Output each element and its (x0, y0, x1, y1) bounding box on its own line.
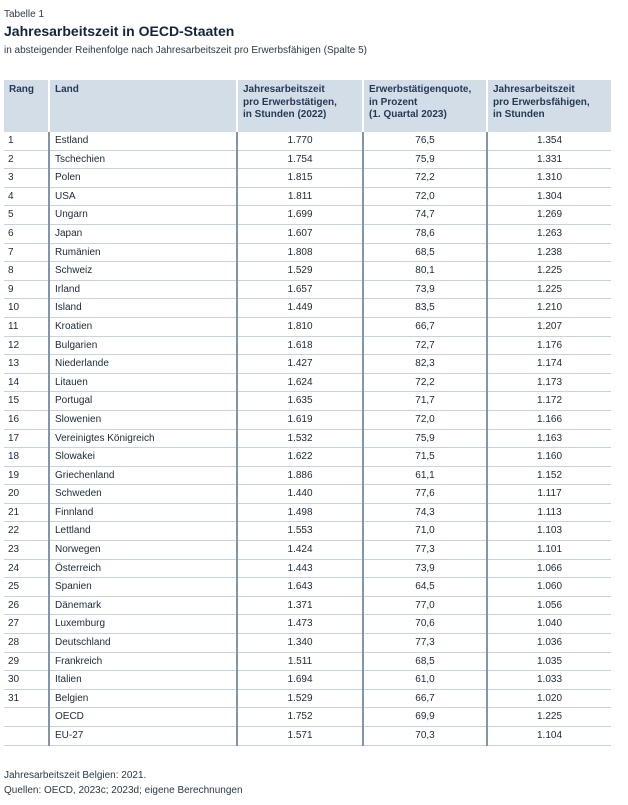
employment-rate-cell: 68,5 (363, 243, 487, 262)
hours-per-employed-cell: 1.440 (237, 485, 363, 504)
hours-per-employed-cell: 1.618 (237, 336, 363, 355)
country-cell: Österreich (49, 559, 237, 578)
rank-cell: 2 (4, 150, 49, 169)
hours-per-employed-cell: 1.811 (237, 187, 363, 206)
hours-per-employed-cell: 1.340 (237, 634, 363, 653)
table-row (4, 299, 611, 318)
country-cell: Ungarn (49, 206, 237, 225)
rank-cell: 3 (4, 169, 49, 188)
header-line: Jahresarbeitszeit (243, 84, 325, 95)
hours-per-working-age-cell: 1.113 (487, 503, 611, 522)
rank-cell: 20 (4, 485, 49, 504)
employment-rate-cell: 71,0 (363, 522, 487, 541)
country-cell: Tschechien (49, 150, 237, 169)
table-row (4, 317, 611, 336)
table-row (4, 150, 611, 169)
table-subtitle: in absteigender Reihenfolge nach Jahresarbeitszeit pro Erwerbsfähigen (Spalte 5) (4, 45, 367, 56)
country-cell: Estland (49, 132, 237, 150)
employment-rate-cell: 77,0 (363, 596, 487, 615)
hours-per-employed-cell: 1.754 (237, 150, 363, 169)
hours-per-working-age-cell: 1.166 (487, 410, 611, 429)
table-row (4, 485, 611, 504)
hours-per-working-age-cell: 1.172 (487, 392, 611, 411)
country-cell: Vereinigtes Königreich (49, 429, 237, 448)
table-row (4, 596, 611, 615)
hours-per-employed-cell: 1.443 (237, 559, 363, 578)
hours-per-working-age-cell: 1.263 (487, 224, 611, 243)
employment-rate-cell: 64,5 (363, 578, 487, 597)
hours-per-working-age-cell: 1.174 (487, 355, 611, 374)
header-line: pro Erwerbsfähigen, (493, 96, 590, 108)
hours-per-working-age-cell: 1.035 (487, 652, 611, 671)
country-cell: Luxemburg (49, 615, 237, 634)
footnote: Jahresarbeitszeit Belgien: 2021. (4, 770, 147, 781)
employment-rate-cell: 77,6 (363, 485, 487, 504)
hours-per-working-age-cell: 1.354 (487, 132, 611, 150)
table-row (4, 187, 611, 206)
employment-rate-cell: 66,7 (363, 689, 487, 708)
rank-cell: 22 (4, 522, 49, 541)
header-hours-per-employed (237, 80, 363, 132)
sources-note: Quellen: OECD, 2023c; 2023d; eigene Berechnungen (4, 785, 243, 796)
hours-per-working-age-cell: 1.163 (487, 429, 611, 448)
country-cell: Niederlande (49, 355, 237, 374)
employment-rate-cell: 73,9 (363, 280, 487, 299)
country-cell: Slowenien (49, 410, 237, 429)
header-row (4, 80, 611, 132)
country-cell: Frankreich (49, 652, 237, 671)
table-row (4, 671, 611, 690)
employment-rate-cell: 78,6 (363, 224, 487, 243)
employment-rate-cell: 83,5 (363, 299, 487, 318)
employment-rate-cell: 61,1 (363, 466, 487, 485)
hours-per-employed-cell: 1.607 (237, 224, 363, 243)
table-row (4, 522, 611, 541)
table-row (4, 243, 611, 262)
hours-per-working-age-cell: 1.173 (487, 373, 611, 392)
hours-per-working-age-cell: 1.020 (487, 689, 611, 708)
hours-per-working-age-cell: 1.331 (487, 150, 611, 169)
hours-per-employed-cell: 1.424 (237, 541, 363, 560)
rank-cell: 16 (4, 410, 49, 429)
country-cell: Bulgarien (49, 336, 237, 355)
hours-per-employed-cell: 1.553 (237, 522, 363, 541)
data-table (4, 80, 611, 746)
hours-per-employed-cell: 1.643 (237, 578, 363, 597)
country-cell: Norwegen (49, 541, 237, 560)
employment-rate-cell: 61,0 (363, 671, 487, 690)
rank-cell: 28 (4, 634, 49, 653)
country-cell: Schweiz (49, 262, 237, 281)
country-cell: Island (49, 299, 237, 318)
hours-per-employed-cell: 1.529 (237, 262, 363, 281)
hours-per-working-age-cell: 1.104 (487, 727, 611, 746)
hours-per-employed-cell: 1.619 (237, 410, 363, 429)
rank-cell: 26 (4, 596, 49, 615)
rank-cell: 29 (4, 652, 49, 671)
header-land-text: Land (55, 84, 79, 95)
rank-cell: 5 (4, 206, 49, 225)
employment-rate-cell: 74,3 (363, 503, 487, 522)
table-row (4, 410, 611, 429)
country-cell: Italien (49, 671, 237, 690)
country-cell: Portugal (49, 392, 237, 411)
table-row (4, 448, 611, 467)
rank-cell: 17 (4, 429, 49, 448)
table-row (4, 727, 611, 746)
hours-per-employed-cell: 1.694 (237, 671, 363, 690)
employment-rate-cell: 72,2 (363, 373, 487, 392)
rank-cell: 21 (4, 503, 49, 522)
hours-per-working-age-cell: 1.207 (487, 317, 611, 336)
country-cell: Finnland (49, 503, 237, 522)
table-row (4, 132, 611, 150)
employment-rate-cell: 73,9 (363, 559, 487, 578)
rank-cell: 10 (4, 299, 49, 318)
table-row (4, 392, 611, 411)
table-row (4, 169, 611, 188)
table-row (4, 262, 611, 281)
hours-per-working-age-cell: 1.036 (487, 634, 611, 653)
hours-per-working-age-cell: 1.033 (487, 671, 611, 690)
employment-rate-cell: 75,9 (363, 150, 487, 169)
hours-per-working-age-cell: 1.101 (487, 541, 611, 560)
header-line: in Prozent (369, 96, 418, 108)
table-row (4, 578, 611, 597)
country-cell: Deutschland (49, 634, 237, 653)
rank-cell: 8 (4, 262, 49, 281)
hours-per-employed-cell: 1.699 (237, 206, 363, 225)
country-cell: Japan (49, 224, 237, 243)
header-rang-text: Rang (9, 84, 34, 95)
hours-per-employed-cell: 1.624 (237, 373, 363, 392)
table-row (4, 541, 611, 560)
country-cell: Schweden (49, 485, 237, 504)
country-cell: Litauen (49, 373, 237, 392)
hours-per-working-age-cell: 1.310 (487, 169, 611, 188)
employment-rate-cell: 70,6 (363, 615, 487, 634)
hours-per-working-age-cell: 1.304 (487, 187, 611, 206)
header-employment-rate (363, 80, 487, 132)
rank-cell: 1 (4, 132, 49, 150)
table-row (4, 466, 611, 485)
country-cell: Griechenland (49, 466, 237, 485)
table-row (4, 429, 611, 448)
employment-rate-cell: 80,1 (363, 262, 487, 281)
country-cell: Rumänien (49, 243, 237, 262)
rank-cell: 12 (4, 336, 49, 355)
employment-rate-cell: 72,0 (363, 187, 487, 206)
hours-per-employed-cell: 1.657 (237, 280, 363, 299)
rank-cell: 14 (4, 373, 49, 392)
header-land (49, 80, 237, 132)
header-hours-per-working-age (487, 80, 611, 132)
hours-per-employed-cell: 1.622 (237, 448, 363, 467)
hours-per-employed-cell: 1.511 (237, 652, 363, 671)
employment-rate-cell: 68,5 (363, 652, 487, 671)
header-line: Jahresarbeitszeit (493, 84, 575, 95)
hours-per-working-age-cell: 1.066 (487, 559, 611, 578)
rank-cell: 13 (4, 355, 49, 374)
table-row (4, 503, 611, 522)
table-row (4, 355, 611, 374)
hours-per-working-age-cell: 1.160 (487, 448, 611, 467)
table-row (4, 708, 611, 727)
rank-cell: 4 (4, 187, 49, 206)
employment-rate-cell: 70,3 (363, 727, 487, 746)
employment-rate-cell: 72,0 (363, 410, 487, 429)
country-cell: Polen (49, 169, 237, 188)
header-line: (1. Quartal 2023) (369, 109, 447, 120)
employment-rate-cell: 72,7 (363, 336, 487, 355)
rank-cell: 15 (4, 392, 49, 411)
rank-cell: 25 (4, 578, 49, 597)
employment-rate-cell: 69,9 (363, 708, 487, 727)
employment-rate-cell: 74,7 (363, 206, 487, 225)
hours-per-employed-cell: 1.770 (237, 132, 363, 150)
header-line: in Stunden (2022) (243, 109, 327, 120)
hours-per-employed-cell: 1.449 (237, 299, 363, 318)
table-row (4, 280, 611, 299)
country-cell: Irland (49, 280, 237, 299)
country-cell: Kroatien (49, 317, 237, 336)
hours-per-working-age-cell: 1.060 (487, 578, 611, 597)
country-cell: USA (49, 187, 237, 206)
table-row (4, 615, 611, 634)
employment-rate-cell: 77,3 (363, 634, 487, 653)
table-row (4, 689, 611, 708)
hours-per-employed-cell: 1.808 (237, 243, 363, 262)
table-header (4, 80, 611, 132)
rank-cell: 30 (4, 671, 49, 690)
employment-rate-cell: 82,3 (363, 355, 487, 374)
employment-rate-cell: 71,7 (363, 392, 487, 411)
country-cell: Belgien (49, 689, 237, 708)
hours-per-employed-cell: 1.529 (237, 689, 363, 708)
rank-cell: 9 (4, 280, 49, 299)
employment-rate-cell: 72,2 (363, 169, 487, 188)
hours-per-working-age-cell: 1.152 (487, 466, 611, 485)
rank-cell: 31 (4, 689, 49, 708)
header-line: Erwerbstätigenquote, (369, 84, 472, 95)
table-label: Tabelle 1 (4, 9, 45, 20)
hours-per-employed-cell: 1.810 (237, 317, 363, 336)
hours-per-working-age-cell: 1.176 (487, 336, 611, 355)
hours-per-working-age-cell: 1.225 (487, 708, 611, 727)
rank-cell (4, 727, 49, 746)
rank-cell: 11 (4, 317, 49, 336)
employment-rate-cell: 75,9 (363, 429, 487, 448)
hours-per-working-age-cell: 1.056 (487, 596, 611, 615)
country-cell: Dänemark (49, 596, 237, 615)
hours-per-employed-cell: 1.498 (237, 503, 363, 522)
table-row (4, 373, 611, 392)
hours-per-employed-cell: 1.886 (237, 466, 363, 485)
country-cell: EU-27 (49, 727, 237, 746)
table-row (4, 634, 611, 653)
hours-per-employed-cell: 1.571 (237, 727, 363, 746)
hours-per-employed-cell: 1.635 (237, 392, 363, 411)
rank-cell: 6 (4, 224, 49, 243)
hours-per-employed-cell: 1.752 (237, 708, 363, 727)
table-row (4, 206, 611, 225)
rank-cell: 7 (4, 243, 49, 262)
table-row (4, 652, 611, 671)
hours-per-working-age-cell: 1.040 (487, 615, 611, 634)
rank-cell (4, 708, 49, 727)
hours-per-employed-cell: 1.371 (237, 596, 363, 615)
hours-per-working-age-cell: 1.103 (487, 522, 611, 541)
hours-per-employed-cell: 1.815 (237, 169, 363, 188)
hours-per-working-age-cell: 1.269 (487, 206, 611, 225)
country-cell: Slowakei (49, 448, 237, 467)
table-title: Jahresarbeitszeit in OECD-Staaten (4, 23, 235, 39)
employment-rate-cell: 76,5 (363, 132, 487, 150)
country-cell: Spanien (49, 578, 237, 597)
table-row (4, 224, 611, 243)
country-cell: OECD (49, 708, 237, 727)
header-rang (4, 80, 49, 132)
employment-rate-cell: 66,7 (363, 317, 487, 336)
table-row (4, 559, 611, 578)
hours-per-working-age-cell: 1.225 (487, 262, 611, 281)
rank-cell: 18 (4, 448, 49, 467)
header-line: pro Erwerbstätigen, (243, 96, 337, 108)
hours-per-working-age-cell: 1.225 (487, 280, 611, 299)
hours-per-working-age-cell: 1.210 (487, 299, 611, 318)
header-line: in Stunden (493, 109, 545, 120)
country-cell: Lettland (49, 522, 237, 541)
rank-cell: 27 (4, 615, 49, 634)
rank-cell: 24 (4, 559, 49, 578)
rank-cell: 23 (4, 541, 49, 560)
table-body (4, 132, 611, 745)
employment-rate-cell: 71,5 (363, 448, 487, 467)
hours-per-working-age-cell: 1.117 (487, 485, 611, 504)
hours-per-employed-cell: 1.427 (237, 355, 363, 374)
hours-per-employed-cell: 1.473 (237, 615, 363, 634)
rank-cell: 19 (4, 466, 49, 485)
table-row (4, 336, 611, 355)
hours-per-working-age-cell: 1.238 (487, 243, 611, 262)
employment-rate-cell: 77,3 (363, 541, 487, 560)
hours-per-employed-cell: 1.532 (237, 429, 363, 448)
